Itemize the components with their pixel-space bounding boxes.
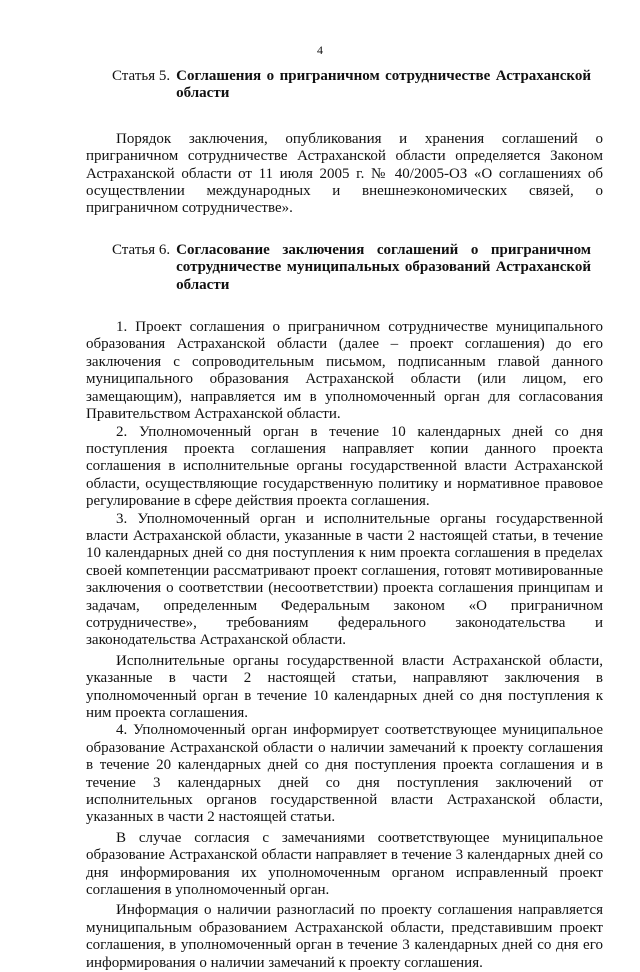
article-6-paragraph-2: 2. Уполномоченный орган в течение 10 календарных дней со дня поступления проекта соглашения направляет копии данного проекта соглашения в исполнительные органы государственной власти Астраханской области, осуществляющие государственную политику и нормативное правовое регулирование в сфере действия проекта соглашения. (86, 423, 603, 510)
article-6-paragraph-1: 1. Проект соглашения о приграничном сотрудничестве муниципального образования Астраханской области (далее – проект соглашения) до его заключения с сопроводительным письмом, подписанным главой данного муниципального образования Астраханской области (или лицом, его замещающим), направляется им в уполномоченный орган для согласования Правительством Астраханской области. (86, 319, 603, 423)
article-5-heading (112, 68, 591, 103)
article-6-heading (112, 242, 591, 294)
document-body (86, 58, 603, 972)
article-6-paragraph-3-continued: Исполнительные органы государственной власти Астраханской области, указанные в части 2 настоящей статьи, направляют заключения в уполномоченный орган в течение 10 календарных дней со дня поступления к ним проекта соглашения. (86, 652, 603, 721)
article-6-paragraph-4: 4. Уполномоченный орган информирует соответствующее муниципальное образование Астраханской области о наличии замечаний к проекту соглашения в течение 20 календарных дней со дня поступления проекта соглашения и в течение 3 календарных дней со дня поступления заключений от исполнительных органов государственной власти Астраханской области, указанных в части 2 настоящей статьи. (86, 722, 603, 826)
article-6-paragraph-4-disagreements: Информация о наличии разногласий по проекту соглашения направляется муниципальным образованием Астраханской области, представившим проект соглашения, в уполномоченный орган в течение 3 календарных дней со дня его информирования о наличии замечаний к проекту соглашения. (86, 902, 603, 971)
article-6-paragraph-4-agreement: В случае согласия с замечаниями соответствующее муниципальное образование Астраханской области направляет в течение 3 календарных дней со дня информирования их уполномоченным органом исправленный проект соглашения в уполномоченный орган. (86, 829, 603, 899)
article-6-title: Согласование заключения соглашений о приграничном сотрудничестве муниципальных образований Астраханской области (176, 241, 591, 293)
article-6-label: Статья 6. (112, 241, 171, 258)
article-6-paragraph-3: 3. Уполномоченный орган и исполнительные органы государственной власти Астраханской области, указанные в части 2 настоящей статьи, в течение 10 календарных дней со дня поступления к ним проекта соглашения в пределах своей компетенции рассматривают проект соглашения, готовят мотивированные заключения о соответствии (несоответствии) проекта соглашения принципам и задачам, определенным Федеральным законом «О приграничном сотрудничестве», требованиям федерального законодательства и законодательства Астраханской области. (86, 510, 603, 649)
article-5-label: Статья 5. (112, 68, 171, 84)
article-5-title: Соглашения о приграничном сотрудничестве Астраханской области (176, 68, 591, 102)
page-number: 4 (317, 43, 323, 57)
article-5-paragraph: Порядок заключения, опубликования и хранения соглашений о приграничном сотрудничестве Астраханской области определяется Законом Астраханской области от 11 июля 2005 г. № 40/2005-ОЗ «О соглашениях об осуществлении международных и внешнеэкономических связей, о приграничном сотрудничестве». (86, 130, 603, 217)
